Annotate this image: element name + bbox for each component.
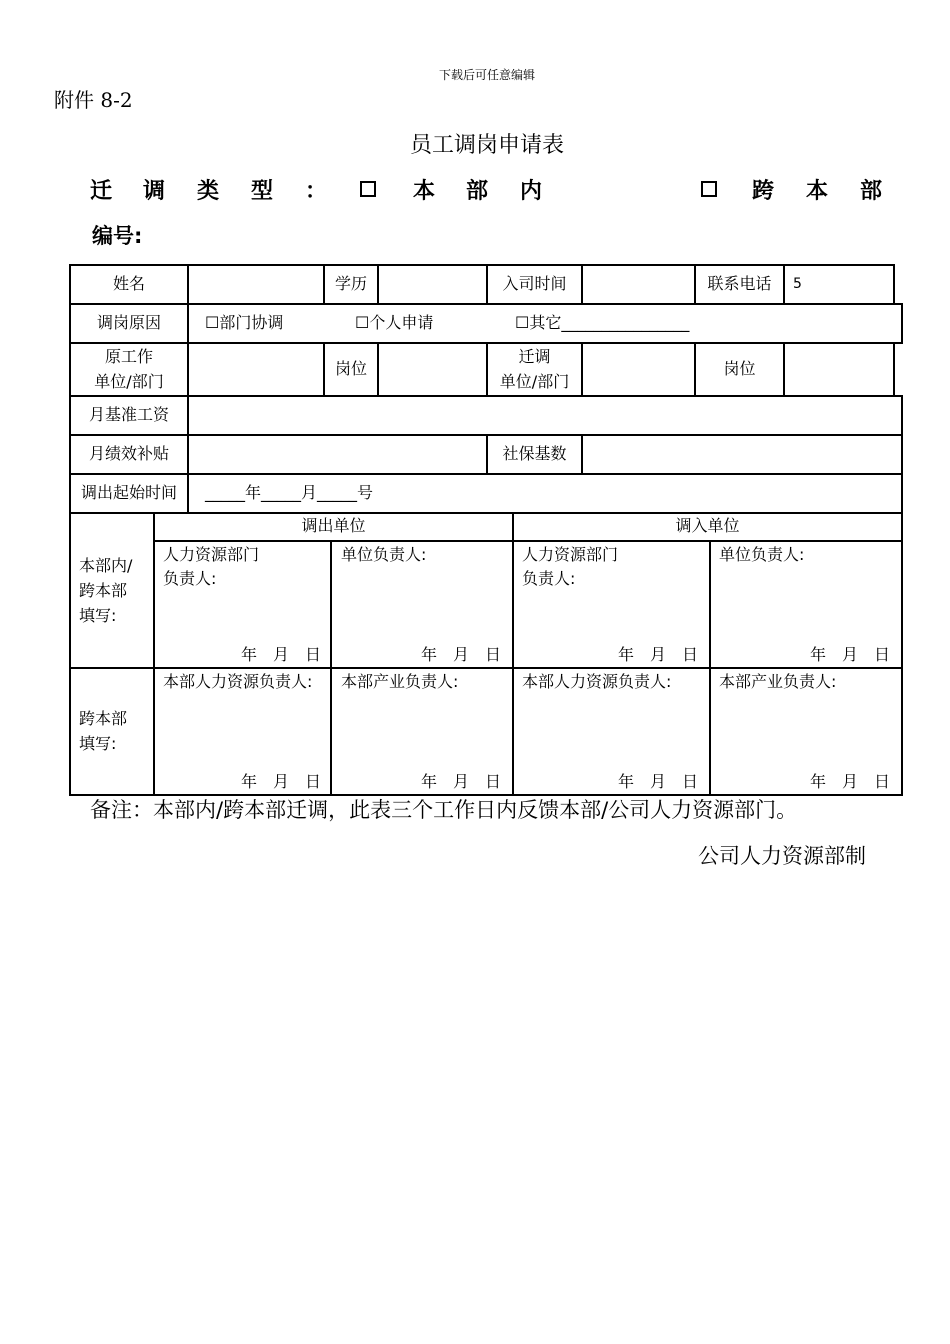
in-hr-dept-head-line1: 人力资源部门 bbox=[522, 545, 619, 564]
new-unit-label-line1: 迁调 bbox=[518, 347, 551, 366]
new-unit-field[interactable] bbox=[583, 344, 694, 395]
internal-option-char: 内 bbox=[520, 179, 543, 204]
original-post-field[interactable] bbox=[379, 344, 486, 395]
social-insurance-label: 社保基数 bbox=[502, 444, 567, 463]
internal-option-char: 部 bbox=[466, 179, 489, 204]
internal-checkbox[interactable] bbox=[360, 178, 376, 203]
type-label-char: 调 bbox=[143, 179, 166, 204]
form-title: 员工调岗申请表 bbox=[409, 133, 564, 158]
type-label-char: 型 bbox=[251, 179, 274, 204]
start-time-field[interactable]: _____年_____月_____号 bbox=[205, 483, 374, 502]
cross-option-char: 跨 bbox=[752, 179, 775, 204]
out-hq-industry-head-date: 年 月 日 bbox=[421, 772, 502, 791]
in-unit-head-date: 年 月 日 bbox=[810, 645, 891, 664]
original-unit-field[interactable] bbox=[189, 344, 323, 395]
social-insurance-field[interactable] bbox=[583, 436, 901, 473]
application-form-table bbox=[69, 264, 903, 796]
reason-option-other[interactable]: ☐其它________________ bbox=[515, 313, 690, 332]
new-post-field[interactable] bbox=[785, 344, 893, 395]
original-post-label: 岗位 bbox=[334, 359, 367, 378]
in-hr-dept-head-line2: 负责人: bbox=[522, 569, 576, 588]
phone-label: 联系电话 bbox=[707, 274, 772, 293]
out-hq-hr-head-date: 年 月 日 bbox=[241, 772, 322, 791]
in-unit-head-label: 单位负责人: bbox=[719, 545, 805, 564]
type-label-char: ： bbox=[305, 179, 328, 204]
in-hq-industry-head-label: 本部产业负责人: bbox=[719, 672, 837, 691]
cross-checkbox[interactable] bbox=[701, 178, 717, 203]
name-label: 姓名 bbox=[112, 274, 145, 293]
reason-option-personal[interactable]: ☐个人申请 bbox=[355, 313, 434, 332]
out-hr-dept-head-line2: 负责人: bbox=[163, 569, 217, 588]
new-post-label: 岗位 bbox=[723, 359, 756, 378]
in-hr-dept-date: 年 月 日 bbox=[618, 645, 699, 664]
start-time-label: 调出起始时间 bbox=[80, 483, 177, 502]
out-unit-head-date: 年 月 日 bbox=[421, 645, 502, 664]
cross-fill-section-label: 跨本部 bbox=[79, 709, 128, 728]
fill-section-label: 填写: bbox=[79, 606, 117, 625]
reason-option-coordination[interactable]: ☐部门协调 bbox=[205, 313, 284, 332]
header-note: 下载后可任意编辑 bbox=[438, 68, 535, 82]
issuer-note: 公司人力资源部制 bbox=[698, 844, 866, 868]
cross-option-char: 部 bbox=[860, 179, 883, 204]
new-unit-label-line2: 单位/部门 bbox=[499, 372, 570, 391]
type-label-char: 迁 bbox=[90, 179, 113, 204]
fill-section-label: 跨本部 bbox=[79, 581, 128, 600]
out-unit-head-label: 单位负责人: bbox=[341, 545, 427, 564]
reason-label: 调岗原因 bbox=[96, 313, 161, 332]
name-field[interactable] bbox=[189, 266, 323, 303]
cross-option-char: 本 bbox=[806, 179, 829, 204]
attachment-number: 附件 8-2 bbox=[54, 88, 133, 112]
join-date-label: 入司时间 bbox=[502, 274, 567, 293]
serial-number-label: 编号: bbox=[92, 224, 143, 248]
out-hr-dept-date: 年 月 日 bbox=[241, 645, 322, 664]
remark-note: 备注：本部内/跨本部迁调，此表三个工作日内反馈本部/公司人力资源部门。 bbox=[90, 798, 798, 822]
base-salary-field[interactable] bbox=[189, 397, 901, 434]
original-unit-label-line1: 原工作 bbox=[104, 347, 153, 366]
phone-field[interactable]: 5 bbox=[793, 276, 802, 292]
out-hq-hr-head-label: 本部人力资源负责人: bbox=[163, 672, 313, 691]
education-label: 学历 bbox=[334, 274, 367, 293]
cross-fill-section-label: 填写: bbox=[79, 734, 117, 753]
join-date-field[interactable] bbox=[583, 266, 694, 303]
transfer-in-unit-header: 调入单位 bbox=[675, 516, 740, 535]
base-salary-label: 月基准工资 bbox=[88, 405, 169, 424]
education-field[interactable] bbox=[379, 266, 486, 303]
in-hq-hr-head-label: 本部人力资源负责人: bbox=[522, 672, 672, 691]
in-hq-industry-head-date: 年 月 日 bbox=[810, 772, 891, 791]
performance-bonus-label: 月绩效补贴 bbox=[88, 444, 169, 463]
performance-bonus-field[interactable] bbox=[189, 436, 486, 473]
out-hr-dept-head-line1: 人力资源部门 bbox=[163, 545, 260, 564]
transfer-out-unit-header: 调出单位 bbox=[301, 516, 366, 535]
out-hq-industry-head-label: 本部产业负责人: bbox=[341, 672, 459, 691]
internal-option-char: 本 bbox=[413, 179, 436, 204]
fill-section-label: 本部内/ bbox=[79, 556, 133, 575]
original-unit-label-line2: 单位/部门 bbox=[94, 372, 164, 391]
in-hq-hr-head-date: 年 月 日 bbox=[618, 772, 699, 791]
type-label-char: 类 bbox=[197, 179, 220, 204]
